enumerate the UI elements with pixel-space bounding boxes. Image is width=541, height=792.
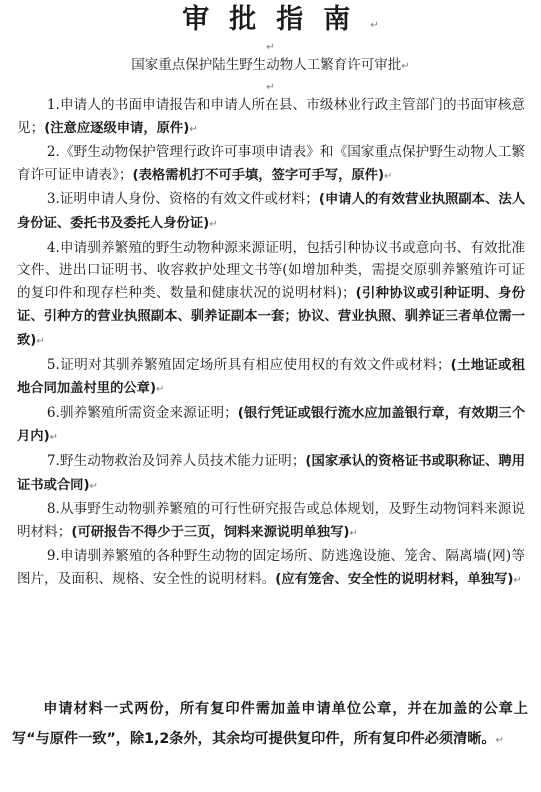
- requirement-text: 3.证明申请人身份、资格的有效文件或材料；: [46, 191, 319, 208]
- paragraph-mark-icon: ↵: [189, 123, 198, 135]
- closing-paragraph: [12, 694, 528, 756]
- requirement-note: (银行凭证或银行流水应加盖银行章，有效期三个月内): [17, 405, 525, 445]
- paragraph-mark-icon: ↵: [36, 335, 45, 347]
- requirement-note: (国家承认的资格证书或职称证、聘用证书或合同): [17, 453, 526, 493]
- requirement-item-7: [17, 450, 525, 498]
- closing-text: 申请材料一式两份，所有复印件需加盖申请单位公章，并在加盖的公章上写“与原件一致”，除1,2条外，其余均可提供复印件，所有复印件必须清晰。: [12, 701, 528, 747]
- requirement-note: (表格需机打不可手填，签字可手写，原件): [132, 167, 385, 183]
- requirement-text: 6.驯养繁殖所需资金来源证明；: [46, 404, 238, 421]
- paragraph-mark-icon: ↵: [401, 61, 410, 72]
- paragraph-mark-icon: ↵: [209, 218, 218, 230]
- requirement-note: (引种协议或引种证明、身份证、引种方的营业执照副本、驯养证副本一套；协议、营业执照、驯养证三者单位需一致): [17, 285, 525, 348]
- paragraph-mark-icon: ↵: [156, 384, 165, 396]
- requirement-item-8: [17, 498, 525, 545]
- requirement-text: 9.申请驯养繁殖的各种野生动物的固定场所、防逃逸设施、笼舍、隔离墙(网)等图片，及面积、规格、安全性的说明材料。: [17, 548, 525, 587]
- paragraph-mark-icon: ↵: [49, 432, 59, 444]
- requirement-note: (土地证或租地合同加盖村里的公章): [17, 357, 526, 397]
- paragraph-mark-icon: ↵: [495, 735, 504, 746]
- paragraph-mark-icon: ↵: [384, 170, 393, 182]
- paragraph-mark-icon: ↵: [370, 20, 379, 31]
- requirement-text: 7.野生动物救治及饲养人员技术能力证明；: [46, 452, 306, 469]
- paragraph-mark-icon: ↵: [89, 480, 98, 492]
- requirement-note: (申请人的有效营业执照副本、法人身份证、委托书及委托人身份证): [17, 192, 525, 231]
- paragraph-mark-icon: ↵: [266, 82, 275, 93]
- requirement-item-2: [17, 141, 525, 188]
- requirement-item-3: [17, 188, 525, 236]
- subtitle-text: 国家重点保护陆生野生动物人工繁育许可审批: [131, 57, 402, 73]
- paragraph-mark-icon: ↵: [513, 574, 522, 586]
- paragraph-mark-icon: ↵: [349, 527, 358, 539]
- title-text: 审批指南: [182, 4, 371, 35]
- paragraph-mark-icon: ↵: [266, 42, 275, 53]
- requirement-text: 2.《野生动物保护管理行政许可事项申请表》和《国家重点保护野生动物人工繁育许可证申请表》；: [17, 144, 525, 183]
- requirements-list: [17, 94, 525, 592]
- requirement-item-4: [17, 237, 525, 354]
- requirement-item-5: [17, 354, 525, 402]
- page-subtitle: [0, 54, 541, 78]
- requirement-text: 1.申请人的书面申请报告和申请人所在县、市级林业行政主管部门的书面审核意见；: [17, 97, 525, 136]
- requirement-text: 5.证明对其驯养繁殖固定场所具有相应使用权的有效文件或材料；: [46, 356, 451, 373]
- requirement-item-9: [17, 545, 525, 592]
- requirement-note: (可研报告不得少于三页，饲料来源说明单独写): [71, 524, 350, 540]
- requirement-note: (注意应逐级申请，原件): [44, 120, 190, 136]
- empty-line: [0, 78, 541, 95]
- requirement-item-6: [17, 402, 525, 450]
- requirement-text: 8.从事野生动物驯养繁殖的可行性研究报告或总体规划，及野生动物饲料来源说明材料；: [17, 501, 525, 540]
- empty-line: [0, 38, 541, 55]
- requirement-note: (应有笼舍、安全性的说明材料，单独写): [275, 571, 514, 587]
- requirement-text: 4.申请驯养繁殖的野生动物种源来源证明，包括引种协议书或意向书、有效批准文件、进出口证明书、收容救护处理文书等(如增加种类，需提交原驯养繁殖许可证的复印件和现存栏种类、数量和健康状况的说明材料)；: [17, 239, 525, 301]
- requirement-item-1: [17, 94, 525, 141]
